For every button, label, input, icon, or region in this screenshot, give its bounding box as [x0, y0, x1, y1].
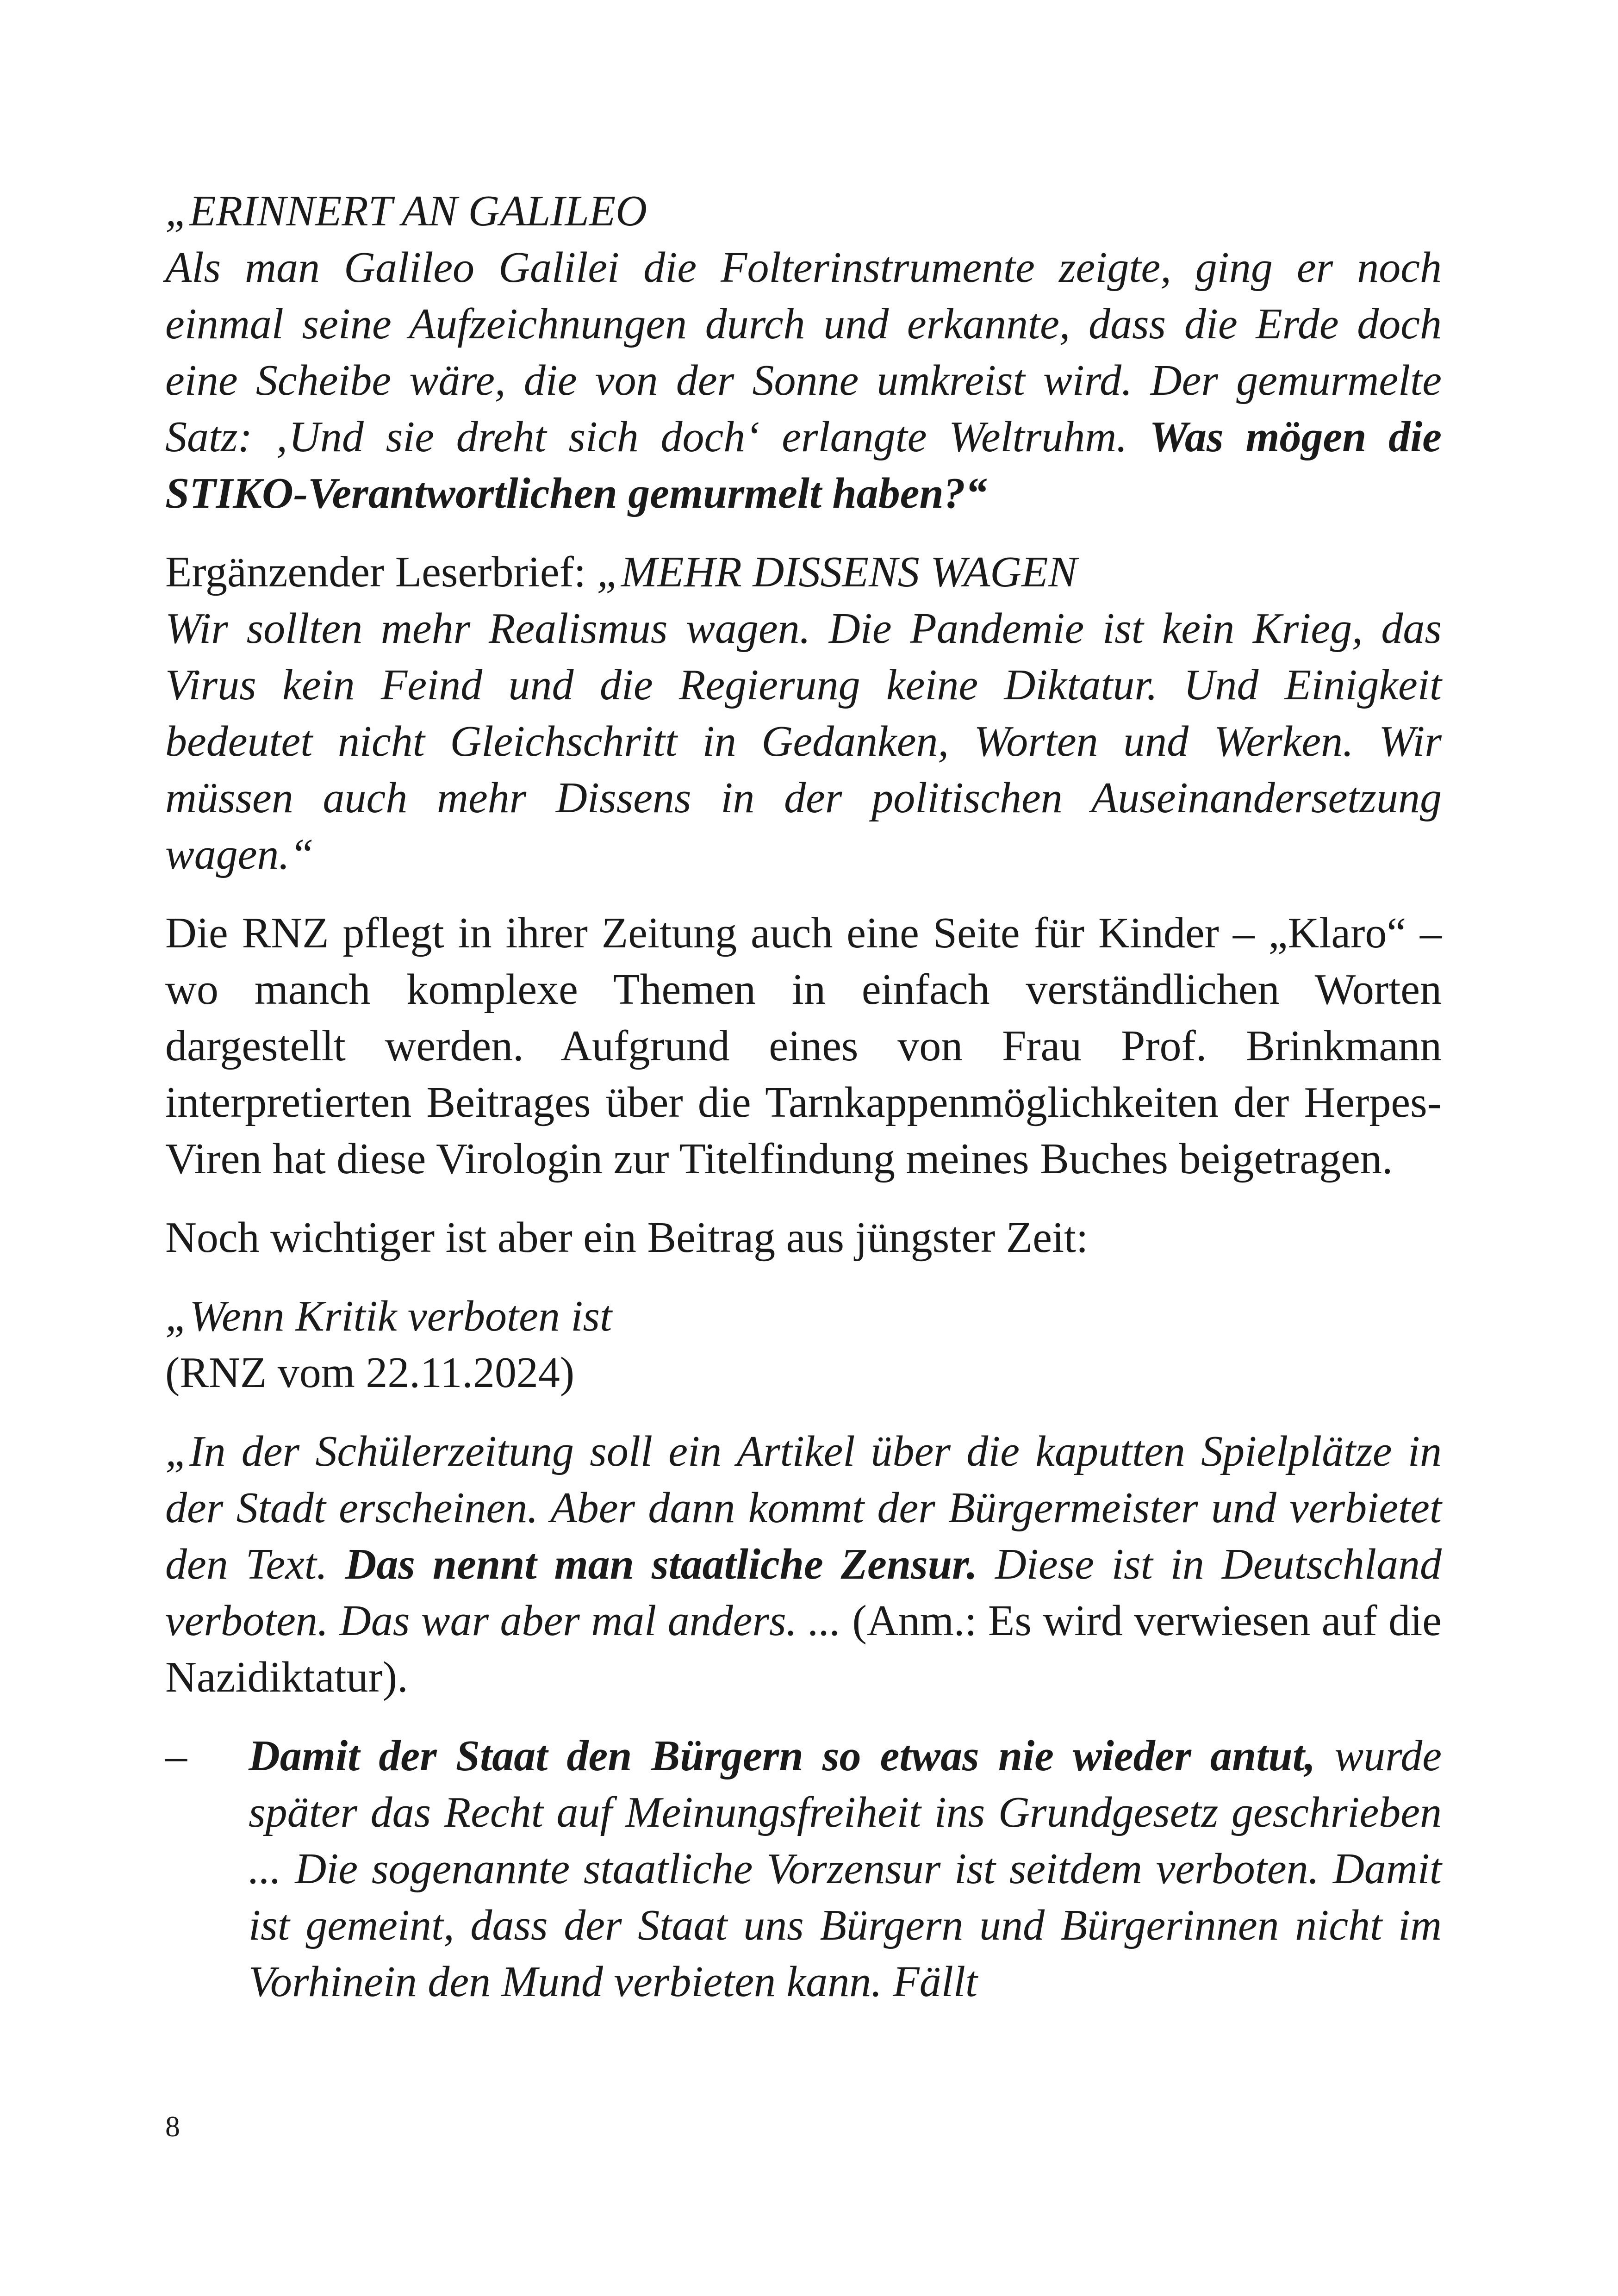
- page-number: 8: [165, 2110, 180, 2143]
- page-content: [165, 183, 1442, 2010]
- bullet-dash: –: [165, 1732, 187, 1780]
- quote-galileo: [165, 183, 1442, 522]
- bullet-item: [165, 1728, 1442, 2010]
- quote-zensur-bold: Das nennt man staatliche Zensur.: [345, 1540, 977, 1588]
- quote-galileo-bold: Was mögen die STIKO-Verantwortlichen gemurmelt haben?“: [165, 413, 1442, 517]
- quote-dissens-heading: „MEHR DISSENS WAGEN: [597, 548, 1077, 596]
- paragraph-klaro: Die RNZ pflegt in ihrer Zeitung auch eine Seite für Kinder – „Klaro“ – wo manch komplexe Themen in einfach verständlichen Worten dargestellt werden. Aufgrund eines von Frau Prof. Brinkmann interpretierten Beitrages über die Tarnkappenmöglichkeiten der Herpes-Viren hat diese Virologin zur Titelfindung meines Buches beigetragen.: [165, 909, 1442, 1183]
- article-reference: [165, 1288, 1442, 1401]
- quote-zensur-italic1: „In der Schülerzeitung soll ein Artikel über die kaputten Spielplätze in der Stadt erscheinen. Aber dann kommt der Bürgermeister und verbietet den Text.: [165, 1427, 1442, 1588]
- article-title: „Wenn Kritik verboten ist: [165, 1292, 612, 1340]
- quote-dissens-body: Wir sollten mehr Realismus wagen. Die Pandemie ist kein Krieg, das Virus kein Feind und die Regierung keine Diktatur. Und Einigkeit bedeutet nicht Gleichschritt in Gedanken, Worten und Werken. Wir müssen auch mehr Dissens in der politischen Auseinandersetzung wagen.“: [165, 604, 1442, 878]
- quote-galileo-heading: „ERINNERT AN GALILEO: [165, 187, 647, 235]
- bullet-italic: wurde später das Recht auf Meinungsfreiheit ins Grundgesetz geschrieben ... Die sogenannte staatliche Vorzensur ist seitdem verboten. Damit ist gemeint, dass der Staat uns Bürgern und Bürgerinnen nicht im Vorhinein den Mund verbieten kann. Fällt: [249, 1732, 1442, 2006]
- quote-dissens-intro: Ergänzender Leserbrief:: [165, 548, 586, 596]
- bullet-bold: Damit der Staat den Bürgern so etwas nie wieder antut,: [249, 1732, 1316, 1780]
- quote-dissens: [165, 544, 1442, 883]
- quote-zensur: [165, 1423, 1442, 1705]
- quote-galileo-body: Als man Galileo Galilei die Folterinstrumente zeigte, ging er noch einmal seine Aufzeichnungen durch und erkannte, dass die Erde doch eine Scheibe wäre, die von der Sonne umkreist wird. Der gemurmelte Satz: ‚Und sie dreht sich doch‘ erlangte Weltruhm.: [165, 243, 1442, 461]
- quote-zensur-note: (Anm.: Es wird verwiesen auf die Nazidiktatur).: [165, 1597, 1442, 1701]
- quote-zensur-italic2: Diese ist in Deutschland verboten. Das war aber mal anders. ...: [165, 1540, 1442, 1645]
- article-source: (RNZ vom 22.11.2024): [165, 1349, 575, 1397]
- paragraph-beitrag: Noch wichtiger ist aber ein Beitrag aus jüngster Zeit:: [165, 1213, 1089, 1262]
